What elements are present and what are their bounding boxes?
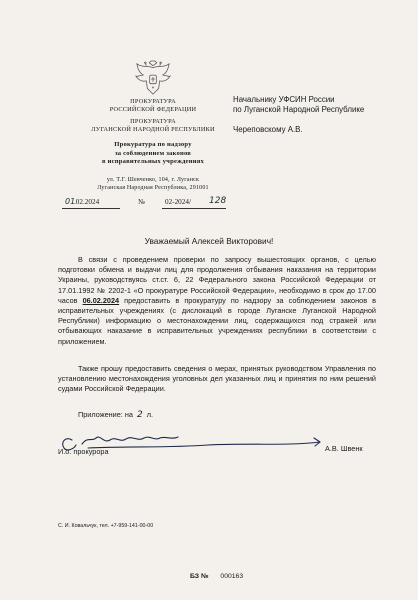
dept-line: в исправительных учреждениях: [101, 158, 205, 166]
recipient-name: Череповскому А.В.: [233, 124, 303, 134]
attachment-suffix: л.: [146, 410, 154, 419]
body-paragraph-1: [58, 255, 376, 347]
org-line: ЛУГАНСКОЙ НАРОДНОЙ РЕСПУБЛИКИ: [91, 126, 215, 133]
dept-line: за соблюдением законов: [114, 149, 192, 157]
form-code: БЗ №: [190, 573, 209, 580]
recipient-line: Начальнику УФСИН России: [233, 95, 335, 104]
number-underline: [162, 208, 226, 209]
form-number: 000163: [220, 573, 244, 580]
address-line: Луганская Народная Республика, 291001: [97, 184, 209, 191]
org-line: ПРОКУРАТУРА: [130, 118, 176, 125]
dept-line: Прокуратура по надзору: [114, 141, 192, 148]
number-handwritten: 128: [209, 196, 227, 206]
salutation: Уважаемый Алексей Викторович!: [144, 236, 274, 246]
org-line: РОССИЙСКОЙ ФЕДЕРАЦИИ: [109, 106, 197, 113]
recipient-line: по Луганской Народной Республике: [233, 105, 365, 115]
signer-position: И.о. прокурора: [58, 447, 109, 456]
coat-of-arms-icon: [134, 60, 172, 96]
date-underline: [62, 208, 120, 209]
attachment-note: [78, 410, 153, 420]
form-serial: [190, 573, 243, 580]
sender-address: [58, 177, 248, 192]
address-line: ул. Т.Г. Шевченко, 104, г. Луганск: [106, 177, 200, 183]
date-printed: .02.2024: [74, 198, 100, 206]
handwritten-signature: [58, 426, 358, 462]
number-printed: 02-2024/: [165, 198, 191, 206]
org-name-regional: [58, 118, 248, 134]
attachment-pages-handwritten: 2: [136, 410, 143, 420]
org-name-federal: [58, 98, 248, 114]
recipient-block: [233, 95, 411, 135]
attachment-label: Приложение: на: [78, 410, 133, 419]
executor-contact: С. И. Ковальчук, тел. +7-959-141-00-00: [58, 523, 154, 529]
number-label: №: [138, 198, 145, 206]
body-paragraph-2: Также прошу предоставить сведения о мерах, принятых руководством Управления по установлению местонахождения уголовных дел указанных лиц и принятия по ним решений судами Российской Федерации.: [58, 364, 376, 394]
department-name: [58, 141, 248, 167]
org-line: ПРОКУРАТУРА: [130, 98, 176, 105]
signer-name: А.В. Швенк: [325, 444, 363, 453]
date-handwritten: 01: [65, 197, 76, 206]
p1-text-after: предоставить в прокуратуру по надзору за соблюдением законов в исправительных учреждениях (с дислокаций в городе Луганске Луганской Народной Республики) информацию о местонахождении лиц, содержащихся под стражей или отбывающих наказание в исправительных учреждениях республики в соответствии с приложением.: [58, 295, 376, 346]
p1-text-before: В связи с проведением проверки по запросу вышестоящих органов, с целью подготовки обмена и выдачи лиц для продолжения отбывания наказания на территории Украины, руководствуясь ст.ст. 6, 22 Федерального закона Российской Федерации от 17.01.1992 № 2202-1 «О прокуратуре Российской Федерации», необходимо в срок до 17.00 часов: [58, 255, 376, 305]
deadline-date: 06.02.2024: [82, 295, 120, 305]
